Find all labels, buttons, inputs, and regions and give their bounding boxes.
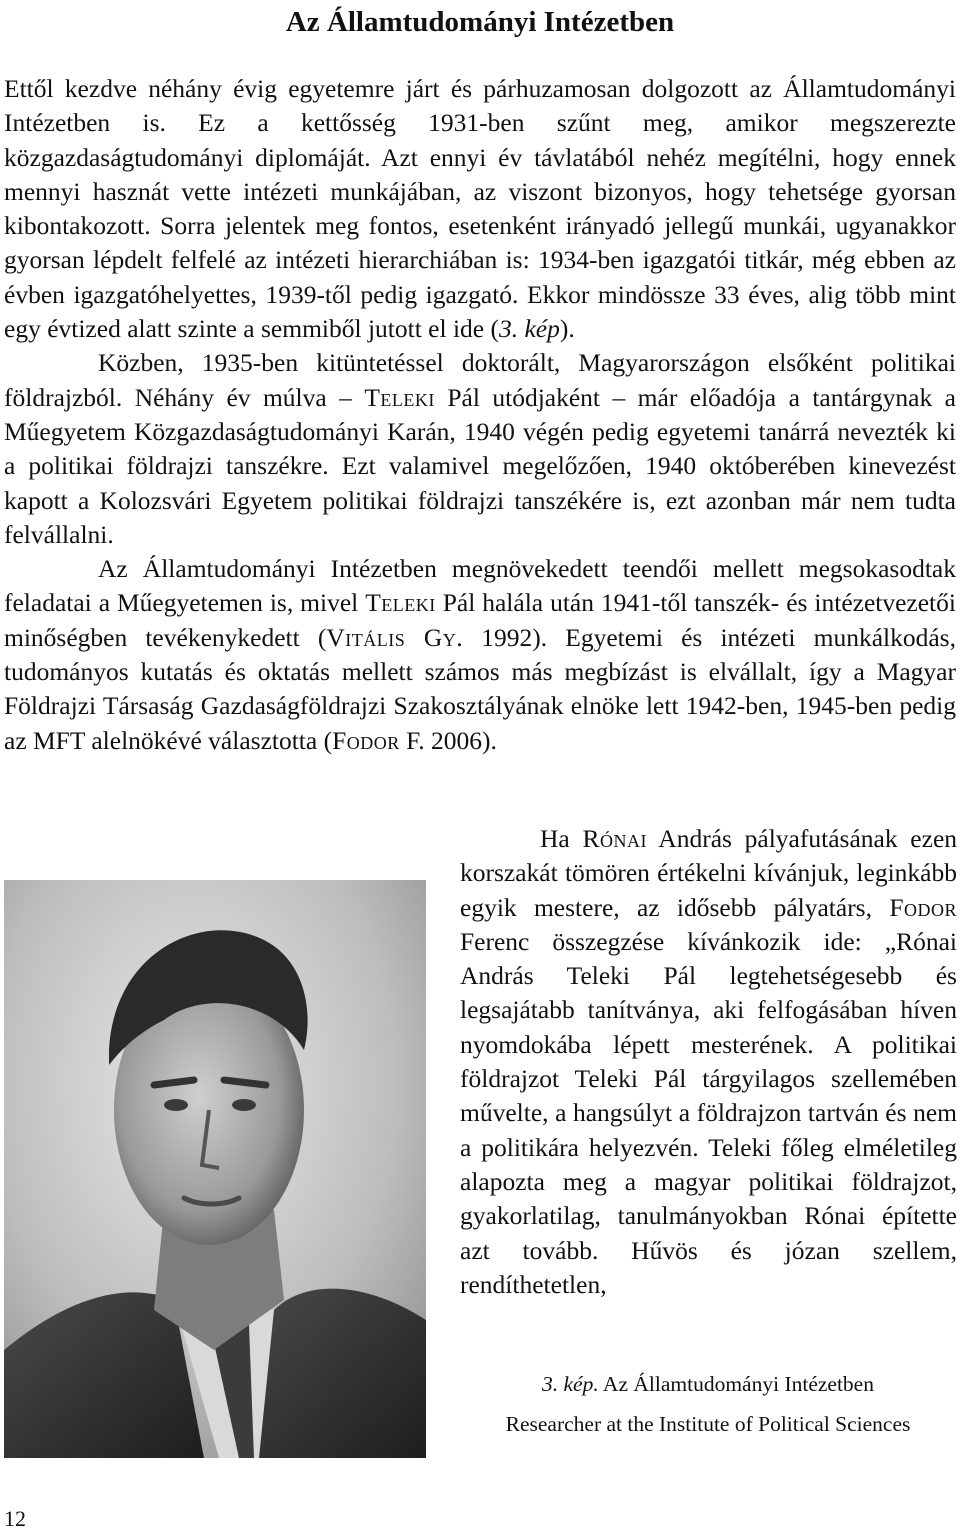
- paragraph: Közben, 1935-ben kitüntetéssel doktorált, Magyarországon elsőként politikai földrajzból. Néhány év múlva – Teleki Pál utódjaként – már előadója a tantárgynak a Műegyetem Közgazdaságtudományi Karán, 1940 végén pedig egyetemi tanárrá nevezték ki a politikai földrajzi tanszékre. Ezt valamivel megelőzően, 1940 októberében kinevezést kapott a Kolozsvári Egyetem politikai földrajzi tanszékére is, ezt azonban már nem tudta felvállalni.: [4, 348, 956, 549]
- main-text: [4, 72, 956, 758]
- page-number: 12: [4, 1506, 26, 1531]
- portrait-image: [4, 880, 426, 1458]
- paragraph: Az Államtudományi Intézetben megnövekedett teendői mellett megsokasodtak feladatai a Műegyetemen is, mivel Teleki Pál halála után 1941-től tanszék- és intézetvezetői minőségben tevékenykedett (Vitális Gy. 1992). Egyetemi és intézeti munkálkodás, tudományos kutatás és oktatás mellett számos más megbízást is elvállalt, így a Magyar Földrajzi Társaság Gazdaságföldrajzi Szakosztályának elnöke lett 1942-ben, 1945-ben pedig az MFT alelnökévé választotta (Fodor F. 2006).: [4, 554, 956, 755]
- caption-hu: 3. kép. Az Államtudományi Intézetben: [542, 1372, 874, 1396]
- portrait-photo: [4, 880, 426, 1458]
- figure-caption: [462, 1364, 954, 1444]
- wrapped-text-column: [460, 822, 957, 1302]
- section-heading: Az Államtudományi Intézetben: [285, 6, 675, 38]
- paragraph: Ha Rónai András pályafutásának ezen korszakát tömören értékelni kívánjuk, leginkább egyik mestere, az idősebb pályatárs, Fodor Ferenc összegzése kívánkozik ide: „Rónai András Teleki Pál legtehetségesebb és legsajátabb tanítványa, aki felfogásában híven nyomdokába lépett mesterének. A politikai földrajzot Teleki Pál tárgyilagos szellemében művelte, a hangsúlyt a földrajzon tartván és nem a politikára helyezvén. Teleki főleg elméletileg alapozta meg a magyar politikai földrajzot, gyakorlatilag, tanulmányokban Rónai építette azt tovább. Hűvös és józan szellem, rendíthetetlen,: [460, 824, 958, 1299]
- caption-en: Researcher at the Institute of Political Sciences: [505, 1412, 911, 1436]
- paragraph: Ettől kezdve néhány évig egyetemre járt és párhuzamosan dolgozott az Államtudományi Intézetben is. Ez a kettősség 1931-ben szűnt meg, amikor megszerezte közgazdaságtudományi diplomáját. Azt ennyi év távlatából nehéz megítélni, hogy ennek mennyi hasznát vette intézeti munkájában, az viszont bizonyos, hogy tehetsége gyorsan kibontakozott. Sorra jelentek meg fontos, esetenként irányadó jellegű munkái, ugyanakkor gyorsan lépdelt felfelé az intézeti hierarchiában is: 1934-ben igazgatói titkár, még ebben az évben igazgatóhelyettes, 1939-től pedig igazgató. Ekkor mindössze 33 éves, alig több mint egy évtized alatt szinte a semmiből jutott el ide (3. kép).: [4, 74, 956, 344]
